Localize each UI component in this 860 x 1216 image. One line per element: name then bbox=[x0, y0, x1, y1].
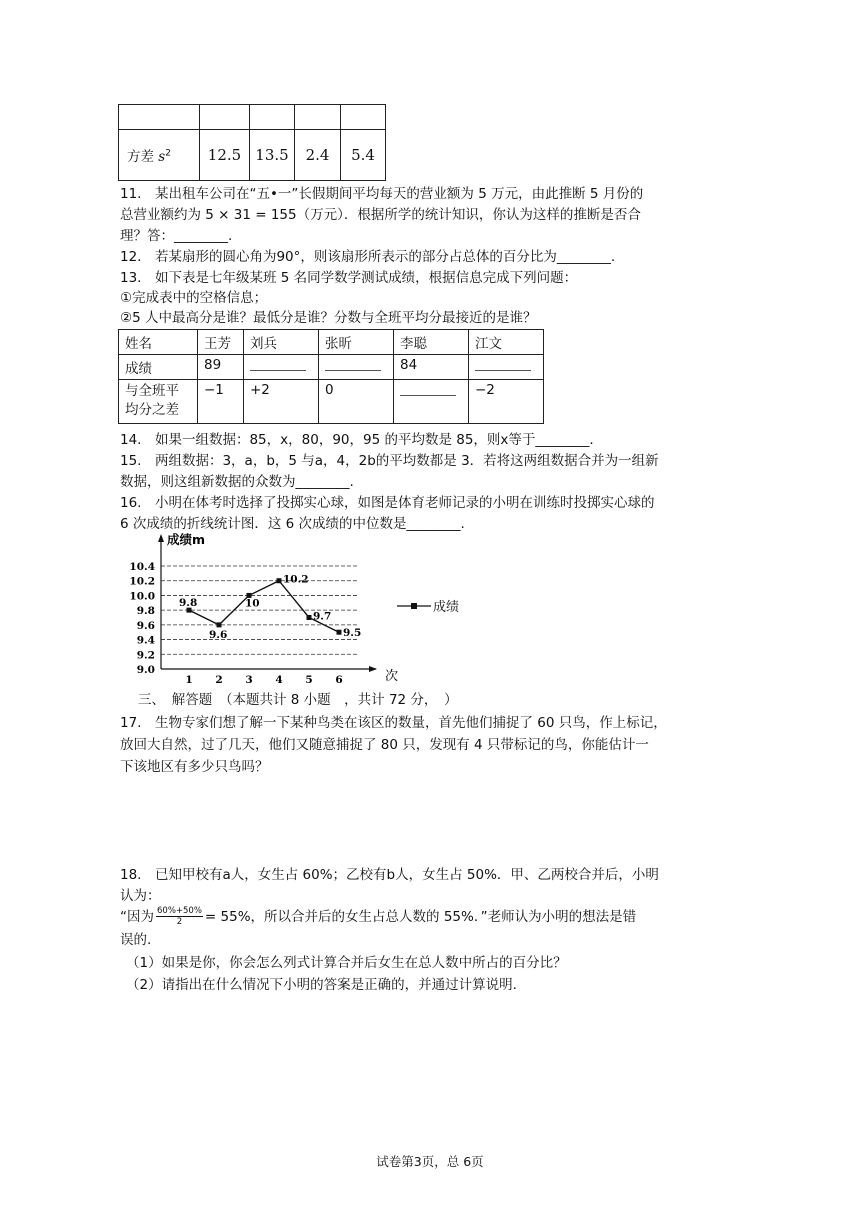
data-label: 9.8 bbox=[179, 597, 198, 610]
q17-line-2: 放回大自然，过了几天，他们又随意捕捉了 80 只，发现有 4 只带标记的鸟，你能估计一 bbox=[120, 737, 649, 753]
table-cell: −1 bbox=[198, 380, 244, 424]
score-table bbox=[118, 329, 544, 424]
x-axis-label: 次 bbox=[385, 669, 399, 684]
data-label: 9.5 bbox=[343, 627, 362, 640]
q18-line-3: “因为 $\frac{60\%+50\%}{2}$ = 55%，所以合并后的女生占总人数的 55%．”老师认为小明的想法是错 bbox=[120, 906, 637, 927]
x-axis-arrow bbox=[369, 666, 377, 672]
table-header: 王芳 bbox=[198, 330, 244, 355]
q18-line-5: （1）如果是你，你会怎么列式计算合并后女生在总人数中所占的百分比？ bbox=[126, 955, 567, 971]
variance-value: 13.5 bbox=[250, 130, 295, 181]
blank-cell[interactable] bbox=[244, 355, 319, 380]
q16-line-2: 6 次成绩的折线统计图．这 6 次成绩的中位数是________. bbox=[120, 516, 465, 532]
data-label: 9.7 bbox=[313, 610, 332, 623]
table-header: 张昕 bbox=[319, 330, 394, 355]
q16-line-1: 16. 小明在体考时选择了投掷实心球，如图是体育老师记录的小明在训练时投掷实心球的 bbox=[120, 495, 655, 511]
q18-line-6: （2）请指出在什么情况下小明的答案是正确的，并通过计算说明. bbox=[126, 977, 517, 993]
y-tick-label: 10.0 bbox=[129, 590, 155, 603]
table-cell bbox=[295, 105, 341, 130]
q11-line-3: 理？答：________. bbox=[120, 228, 233, 244]
x-tick-label: 4 bbox=[275, 674, 283, 686]
q17-line-1: 17. 生物专家们想了解一下某种鸟类在该区的数量，首先他们捕捉了 60 只鸟，作上标记， bbox=[120, 715, 667, 731]
table-cell: 84 bbox=[394, 355, 469, 380]
table-cell bbox=[200, 105, 250, 130]
blank-cell[interactable] bbox=[469, 355, 544, 380]
table-cell bbox=[250, 105, 295, 130]
y-tick-label: 9.0 bbox=[136, 664, 155, 676]
table-cell: +2 bbox=[244, 380, 319, 424]
table-cell bbox=[119, 105, 200, 130]
y-tick-label: 9.6 bbox=[136, 619, 155, 632]
variance-value: 2.4 bbox=[295, 130, 341, 181]
q18-line-4: 误的. bbox=[120, 932, 152, 948]
y-tick-label: 9.8 bbox=[136, 605, 155, 618]
table-header: 李聪 bbox=[394, 330, 469, 355]
x-tick-label: 1 bbox=[185, 674, 193, 686]
data-label: 10.2 bbox=[283, 573, 309, 586]
table-cell: −2 bbox=[469, 380, 544, 424]
table-cell bbox=[341, 105, 386, 130]
table-header: 姓名 bbox=[119, 330, 198, 355]
q12-line-1: 12. 若某扇形的圆心角为90°，则该扇形所表示的部分占总体的百分比为________. bbox=[120, 249, 616, 265]
data-point bbox=[277, 578, 282, 583]
x-tick-label: 6 bbox=[335, 674, 343, 686]
q17-line-3: 下该地区有多少只鸟吗？ bbox=[120, 759, 269, 775]
table-row-label: 成绩 bbox=[119, 355, 198, 380]
q11-line-1: 11. 某出租车公司在“五•一”长假期间平均每天的营业额为 5 万元，由此推断 5 月份的 bbox=[120, 186, 644, 202]
data-point bbox=[217, 622, 222, 627]
variance-table bbox=[118, 104, 386, 181]
table-header: 刘兵 bbox=[244, 330, 319, 355]
variance-value: 5.4 bbox=[341, 130, 386, 181]
q13-line-2: ①完成表中的空格信息； bbox=[120, 290, 268, 306]
y-tick-label: 10.2 bbox=[129, 575, 155, 588]
q14-line-1: 14. 如果一组数据：85，x，80，90，95 的平均数是 85，则x等于________. bbox=[120, 432, 594, 448]
data-label: 10 bbox=[245, 597, 260, 610]
y-axis-arrow bbox=[158, 534, 164, 542]
q18-line-2: 认为： bbox=[120, 888, 161, 904]
q15-line-2: 数据，则这组新数据的众数为________. bbox=[120, 474, 354, 490]
q13-line-3: ②5 人中最高分是谁？最低分是谁？分数与全班平均分最接近的是谁？ bbox=[120, 310, 537, 326]
y-tick-label: 9.2 bbox=[136, 649, 155, 662]
q18-line-1: 18. 已知甲校有a人，女生占 60%；乙校有b人，女生占 50%．甲、乙两校合并后，小明 bbox=[120, 867, 659, 883]
fraction: $\frac{60\%+50\%}{2}$ bbox=[157, 906, 202, 927]
table-header: 江文 bbox=[469, 330, 544, 355]
y-tick-label: 9.4 bbox=[136, 634, 155, 647]
table-row-label: 与全班平 均分之差 bbox=[119, 380, 198, 424]
data-point bbox=[307, 615, 312, 620]
chart-legend bbox=[397, 596, 459, 615]
q11-line-2: 总营业额约为 5 × 31 = 155（万元）．根据所学的统计知识，你认为这样的推断是否合 bbox=[120, 207, 641, 223]
blank-cell[interactable] bbox=[394, 380, 469, 424]
y-tick-label: 10.4 bbox=[129, 561, 155, 573]
page-footer: 试卷第3页，总 6页 bbox=[376, 1154, 484, 1169]
table-cell: 89 bbox=[198, 355, 244, 380]
x-tick-label: 2 bbox=[215, 674, 223, 686]
y-axis-label: 成绩m bbox=[167, 532, 206, 547]
variance-label: 方差 $s^2$ bbox=[119, 130, 200, 181]
legend-marker-icon bbox=[397, 600, 431, 612]
q15-line-1: 15. 两组数据：3，a，b，5 与a，4，2b的平均数都是 3．若将这两组数据合并为一组新 bbox=[120, 453, 659, 469]
x-tick-label: 5 bbox=[305, 674, 313, 686]
data-label: 9.6 bbox=[209, 628, 228, 641]
x-tick-label: 3 bbox=[245, 674, 253, 686]
legend-label: 成绩 bbox=[433, 600, 460, 615]
table-cell: 0 bbox=[319, 380, 394, 424]
q13-line-1: 13. 如下表是七年级某班 5 名同学数学测试成绩，根据信息完成下列问题： bbox=[120, 270, 578, 286]
blank-cell[interactable] bbox=[319, 355, 394, 380]
section-3-title: 三、 解答题 （本题共计 8 小题 ，共计 72 分， ） bbox=[138, 692, 458, 708]
data-point bbox=[337, 630, 342, 635]
variance-value: 12.5 bbox=[200, 130, 250, 181]
